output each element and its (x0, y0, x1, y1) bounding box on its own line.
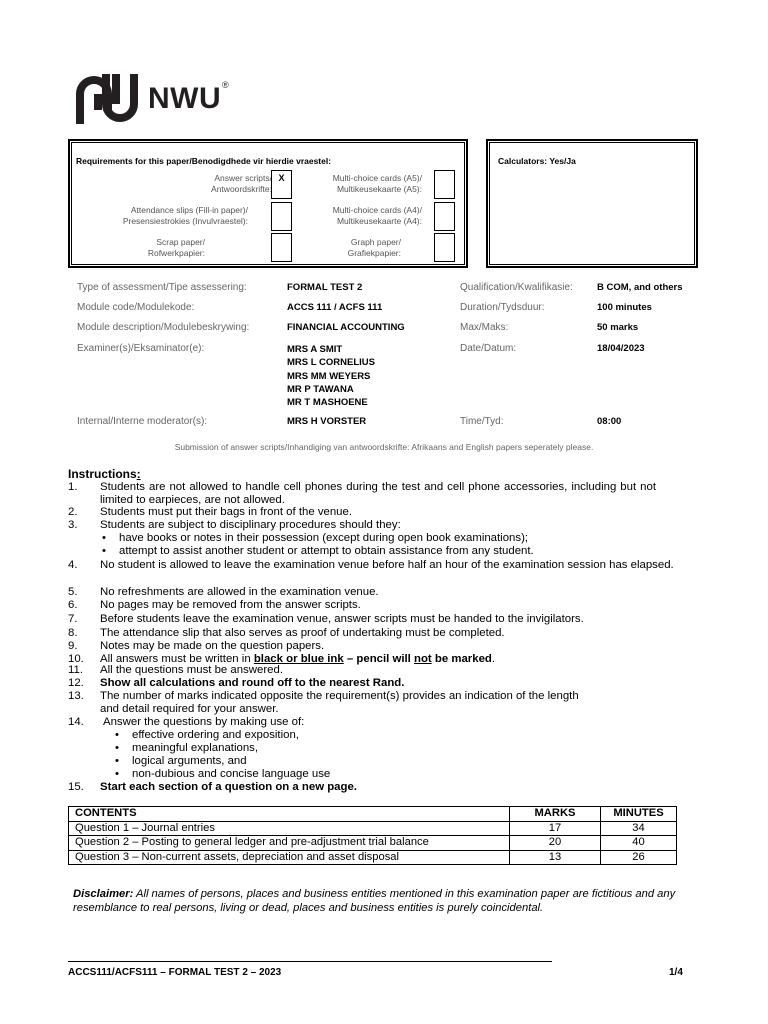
bullet-item: • attempt to assist another student or attempt to obtain assistance from any student. (102, 545, 534, 557)
requirements-title: Requirements for this paper/Benodigdhede vir hierdie vraestel: (76, 156, 332, 166)
duration-label: Duration/Tydsduur: (460, 302, 545, 313)
req-label-scrap-paper: Scrap paper/ Rofwerkpapier: (147, 237, 205, 258)
instruction-item: 11. All the questions must be answered. (68, 664, 283, 676)
module-code-value: ACCS 111 / ACFS 111 (287, 302, 383, 313)
marks-cell: 20 (510, 836, 601, 851)
examiner-label: Examiner(s)/Eksaminator(e): (77, 343, 205, 354)
module-code-label: Module code/Modulekode: (77, 302, 195, 313)
submission-note: Submission of answer scripts/Inhandiging van antwoordskrifte: Afrikaans and English papers seperately please. (174, 442, 594, 452)
checkbox-mc-a4[interactable] (434, 202, 455, 231)
time-label: Time/Tyd: (460, 416, 504, 427)
qualification-value: B COM, and others (597, 282, 683, 293)
page-number: 1/4 (669, 967, 683, 978)
contents-table (68, 806, 677, 865)
max-value: 50 marks (597, 322, 639, 333)
examiner-name: MRS A SMIT (287, 344, 343, 355)
bullet-item: • non-dubious and concise language use (115, 768, 331, 780)
instruction-item: 3. Students are subject to disciplinary procedures should they: (68, 519, 401, 531)
bullet-item: • have books or notes in their possession (except during open book examinations); (102, 532, 529, 544)
module-desc-label: Module description/Modulebeskrywing: (77, 322, 250, 333)
instruction-item: 6. No pages may be removed from the answer scripts. (68, 599, 361, 611)
question-cell: Question 2 – Posting to general ledger and pre-adjustment trial balance (69, 836, 510, 851)
marks-cell: 13 (510, 850, 601, 865)
table-row (69, 821, 677, 836)
disclaimer (73, 887, 683, 915)
question-cell: Question 1 – Journal entries (69, 821, 510, 836)
bullet-item: • effective ordering and exposition, (115, 729, 299, 741)
disclaimer-label: Disclaimer: (73, 888, 134, 900)
bullet-item: • meaningful explanations, (115, 742, 259, 754)
module-desc-value: FINANCIAL ACCOUNTING (287, 322, 405, 333)
calculators-box (486, 139, 698, 268)
moderator-value: MRS H VORSTER (287, 416, 367, 427)
instruction-item: 2. Students must put their bags in front of the venue. (68, 506, 353, 518)
calculators-label: Calculators: Yes/Ja (498, 156, 576, 166)
question-cell: Question 3 – Non-current assets, depreciation and asset disposal (69, 850, 510, 865)
instruction-item: 5. No refreshments are allowed in the examination venue. (68, 586, 379, 598)
date-value: 18/04/2023 (597, 343, 645, 354)
col-header-marks: MARKS (510, 807, 601, 822)
logo-wordmark: NWU (148, 82, 222, 115)
checkbox-answer-scripts[interactable]: X (271, 170, 292, 199)
instruction-item: 12. Show all calculations and round off to the nearest Rand. (68, 677, 405, 689)
nwu-emblem-icon (74, 70, 140, 128)
minutes-cell: 34 (601, 821, 677, 836)
type-label: Type of assessment/Tipe assessering: (77, 282, 247, 293)
instruction-item: 1. Students are not allowed to handle cell phones during the test and cell phone accessories, including but not limited to earpieces, are not allowed. (68, 481, 656, 507)
examiner-name: MR P TAWANA (287, 383, 354, 395)
minutes-cell: 40 (601, 836, 677, 851)
duration-value: 100 minutes (597, 302, 652, 313)
req-label-graph-paper: Graph paper/ Grafiekpapier: (347, 237, 401, 258)
table-header-row (69, 807, 677, 822)
examiner-name: MRS MM WEYERS (287, 370, 371, 382)
nwu-logo (74, 70, 244, 128)
checkbox-graph-paper[interactable] (434, 233, 455, 262)
date-label: Date/Datum: (460, 343, 517, 354)
moderator-label: Internal/Interne moderator(s): (77, 416, 208, 427)
requirements-box (68, 139, 468, 268)
examiner-name: MRS L CORNELIUS (287, 357, 375, 369)
req-label-attendance-slips: Attendance slips (Fill-in paper)/ Presensiestrokies (Invulvraestel): (122, 205, 248, 226)
footer-title: ACCS111/ACFS111 – FORMAL TEST 2 – 2023 (68, 967, 282, 978)
disclaimer-text: All names of persons, places and business entities mentioned in this examination paper are fictitious and any resemblance to real persons, living or dead, places and business entities is purely coincidental. (73, 888, 676, 914)
instruction-item: 14. Answer the questions by making use of: (68, 716, 305, 728)
max-label: Max/Maks: (460, 322, 509, 333)
qualification-label: Qualification/Kwalifikasie: (460, 282, 573, 293)
type-value: FORMAL TEST 2 (287, 282, 363, 293)
req-label-mc-a5: Multi-choice cards (A5)/ Multikeusekaarte (A5): (332, 173, 422, 194)
registered-mark: ® (222, 80, 229, 90)
checkbox-mc-a5[interactable] (434, 170, 455, 199)
col-header-contents: CONTENTS (69, 807, 510, 822)
instruction-item: 9. Notes may be made on the question papers. (68, 640, 325, 652)
instruction-item: 10. All answers must be written in black or blue ink – pencil will not be marked. (68, 653, 496, 665)
col-header-minutes: MINUTES (601, 807, 677, 822)
table-row (69, 836, 677, 851)
time-value: 08:00 (597, 416, 622, 427)
marks-cell: 17 (510, 821, 601, 836)
req-label-mc-a4: Multi-choice cards (A4)/ Multikeusekaarte (A4): (332, 205, 422, 226)
instruction-item: 13. The number of marks indicated opposite the requirement(s) provides an indication of the length and detail required for your answer. (68, 690, 579, 716)
examiner-list (287, 343, 375, 409)
instruction-item: 4. No student is allowed to leave the examination venue before half an hour of the examination session has elapsed. (68, 559, 674, 571)
req-label-answer-scripts: Answer scripts/ Antwoordskrifte: (211, 173, 272, 194)
examiner-name: MR T MASHOENE (287, 397, 368, 409)
bullet-item: • logical arguments, and (115, 755, 247, 767)
instruction-item: 15. Start each section of a question on a new page. (68, 781, 357, 793)
footer-divider (68, 961, 552, 962)
instruction-item: 7. Before students leave the examination venue, answer scripts must be handed to the invigilators. (68, 613, 584, 625)
instruction-item: 8. The attendance slip that also serves as proof of undertaking must be completed. (68, 627, 505, 639)
minutes-cell: 26 (601, 850, 677, 865)
table-row (69, 850, 677, 865)
instructions-heading: Instructions: (68, 467, 141, 481)
